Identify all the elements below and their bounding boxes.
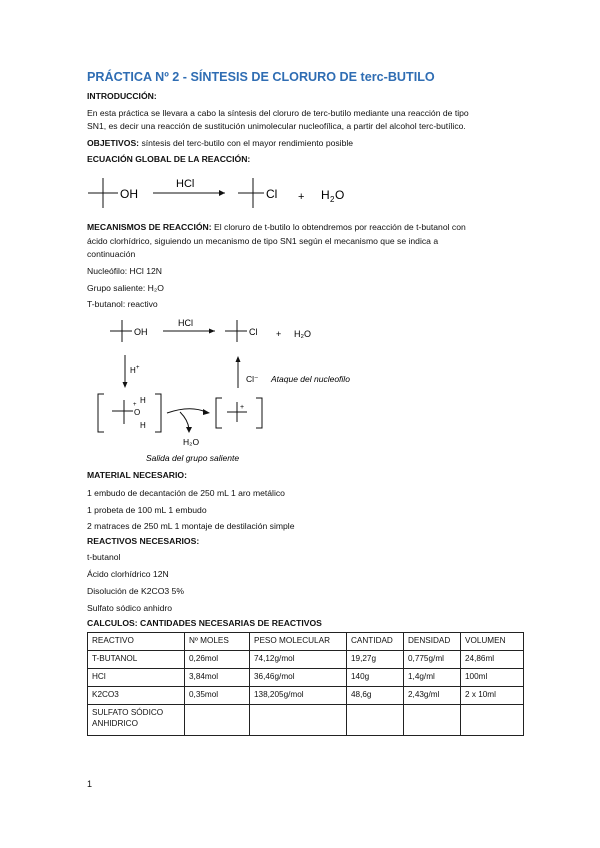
document-title: PRÁCTICA Nº 2 - SÍNTESIS DE CLORURO DE terc-BUTILO	[87, 70, 435, 84]
mech-h2o-leaving: H₂O	[183, 437, 200, 447]
nucleofilo-line: Nucleófilo: HCl 12N	[87, 266, 162, 276]
mech-plus: +	[276, 329, 282, 339]
table-row	[88, 705, 524, 736]
mech-cl-minus: Cl⁻	[246, 374, 259, 384]
material-item: 1 probeta de 100 mL 1 embudo	[87, 505, 207, 515]
table-cell: 2,43g/ml	[404, 687, 461, 705]
table-cell: SULFATO SÓDICO ANHIDRICO	[88, 705, 185, 736]
intro-heading: INTRODUCCIÓN:	[87, 91, 157, 101]
table-cell: 3,84mol	[185, 669, 250, 687]
table-row	[88, 651, 524, 669]
eq-cl-label: Cl	[266, 187, 278, 201]
mech-hcl-label: HCl	[178, 318, 193, 328]
table-cell	[404, 705, 461, 736]
mech-protonated-h-bottom: H	[140, 421, 146, 430]
material-item: 2 matraces de 250 mL 1 montaje de destilación simple	[87, 521, 295, 531]
table-cell: T-BUTANOL	[88, 651, 185, 669]
table-header-cell: VOLUMEN	[461, 633, 524, 651]
table-cell: 1,4g/ml	[404, 669, 461, 687]
table-cell	[185, 705, 250, 736]
eq-oh-label: OH	[120, 187, 138, 201]
mecanismo-line-2: ácido clorhídrico, siguiendo un mecanismo de tipo SN1 según el mecanismo que se indica a	[87, 236, 439, 246]
reactivo-item: t-butanol	[87, 552, 121, 562]
table-cell: 48,6g	[347, 687, 404, 705]
table-header-row	[88, 633, 524, 651]
table-cell: 2 x 10ml	[461, 687, 524, 705]
mech-carbocation-plus: +	[240, 404, 245, 411]
eq-plus: +	[298, 191, 305, 203]
mech-hplus-h: H	[130, 366, 136, 375]
table-cell: 36,46g/mol	[250, 669, 347, 687]
reactivo-line: T-butanol: reactivo	[87, 299, 158, 309]
mech-oh-label: OH	[134, 327, 148, 337]
reactivo-item: Disolución de K2CO3 5%	[87, 586, 184, 596]
material-heading: MATERIAL NECESARIO:	[87, 470, 187, 480]
global-equation	[88, 178, 344, 208]
mech-salida-label: Salida del grupo saliente	[146, 453, 240, 463]
intro-line-1: En esta práctica se llevara a cabo la síntesis del cloruro de terc-butilo mediante una reacción de tipo	[87, 108, 469, 118]
mech-hplus-sign: +	[136, 365, 140, 371]
table-cell: 74,12g/mol	[250, 651, 347, 669]
objetivos-text: síntesis del terc-butilo con el mayor rendimiento posible	[139, 138, 354, 148]
table-row	[88, 669, 524, 687]
calculos-heading: CALCULOS: CANTIDADES NECESARIAS DE REACTIVOS	[87, 618, 322, 628]
reactivos-table	[87, 632, 524, 736]
table-header-cell: CANTIDAD	[347, 633, 404, 651]
table-cell: 0,35mol	[185, 687, 250, 705]
eq-h2o-h: H	[321, 188, 330, 202]
mech-protonated-o: O	[134, 408, 141, 417]
page-number: 1	[87, 779, 93, 789]
table-cell: 140g	[347, 669, 404, 687]
reactivos-heading: REACTIVOS NECESARIOS:	[87, 536, 200, 546]
ecuacion-heading: ECUACIÓN GLOBAL DE LA REACCIÓN:	[87, 154, 251, 164]
table-cell	[461, 705, 524, 736]
table-cell: HCl	[88, 669, 185, 687]
table-header-cell: PESO MOLECULAR	[250, 633, 347, 651]
table-cell: 100ml	[461, 669, 524, 687]
table-cell: 0,775g/ml	[404, 651, 461, 669]
eq-hcl-label: HCl	[176, 178, 195, 190]
mecanismo-heading: MECANISMOS DE REACCIÓN:	[87, 222, 212, 232]
table-cell	[347, 705, 404, 736]
saliente-line: Grupo saliente: H₂O	[87, 283, 164, 293]
eq-h2o-o: O	[335, 188, 345, 202]
material-item: 1 embudo de decantación de 250 mL 1 aro metálico	[87, 488, 285, 498]
table-cell	[250, 705, 347, 736]
table-header-cell: REACTIVO	[88, 633, 185, 651]
mech-protonated-h-top: H	[140, 396, 146, 405]
table-header-cell: Nº MOLES	[185, 633, 250, 651]
intro-line-2: SN1, es decir una reacción de sustitución unimolecular nucleofílica, a partir del alcohol terc-butílico.	[87, 121, 466, 131]
mecanismo-text-1: El cloruro de t-butilo lo obtendremos por reacción de t-butanol con	[211, 222, 466, 232]
mech-ataque-label: Ataque del nucleofilo	[271, 374, 350, 384]
eq-h2o-sub: 2	[330, 195, 335, 204]
mecanismo-line-1	[87, 222, 466, 233]
table-header-cell: DENSIDAD	[404, 633, 461, 651]
objetivos-heading: OBJETIVOS:	[87, 138, 140, 148]
mech-h2o: H₂O	[294, 329, 311, 339]
table-cell: 0,26mol	[185, 651, 250, 669]
table-cell: K2CO3	[88, 687, 185, 705]
mecanismo-line-3: continuación	[87, 249, 136, 259]
reactivo-item: Sulfato sódico anhidro	[87, 603, 173, 613]
table-row	[88, 687, 524, 705]
mech-protonated-plus: +	[133, 402, 137, 408]
reactivo-item: Ácido clorhídrico 12N	[87, 569, 169, 579]
mechanism-scheme	[98, 318, 350, 463]
table-cell: 19,27g	[347, 651, 404, 669]
table-cell: 24,86ml	[461, 651, 524, 669]
table-cell: 138,205g/mol	[250, 687, 347, 705]
mech-cl-label: Cl	[249, 327, 258, 337]
